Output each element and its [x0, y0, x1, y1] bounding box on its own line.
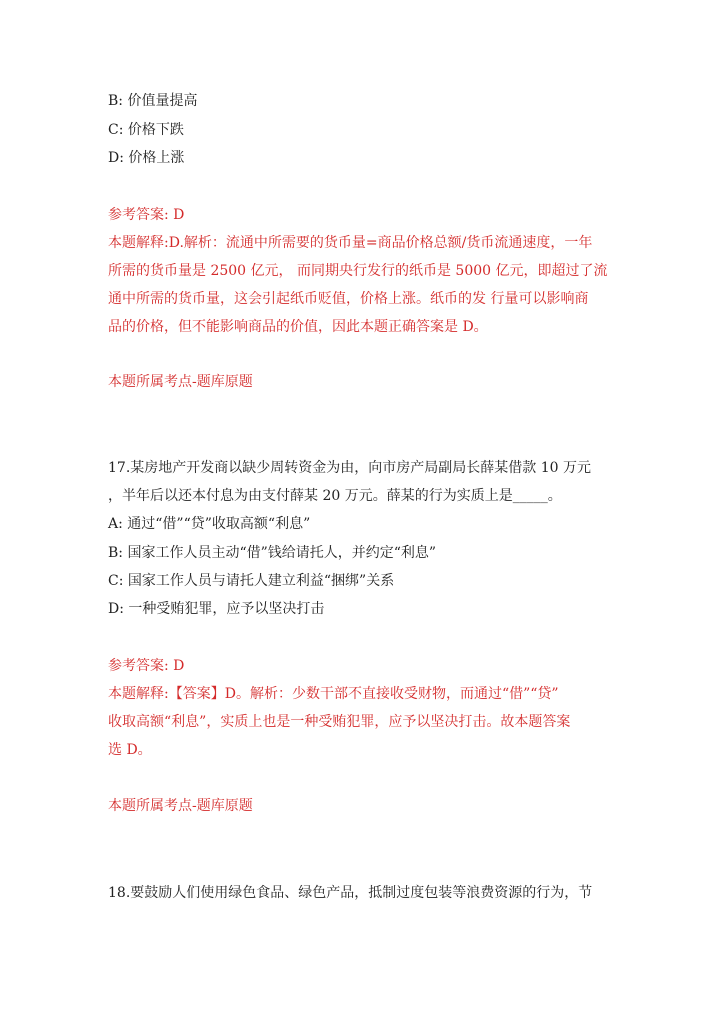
question-stem: 17.某房地产开发商以缺少周转资金为由，向市房产局副局长薛某借款 10 万元	[108, 460, 591, 476]
option-b: B: 国家工作人员主动“借”钱给请托人，并约定“利息”	[108, 545, 437, 561]
topic-line: 本题所属考点-题库原题	[108, 374, 253, 390]
option-c: C: 价格下跌	[108, 122, 184, 138]
explanation-line: 收取高额“利息”，实质上也是一种受贿犯罪，应予以坚决打击。故本题答案	[108, 714, 571, 730]
explanation-line: 本题解释:D.解析：流通中所需要的货币量=商品价格总额/货币流通速度，一年	[108, 235, 593, 251]
topic-line: 本题所属考点-题库原题	[108, 798, 253, 814]
answer-line: 参考答案: D	[108, 207, 185, 223]
option-a: A: 通过“借”“贷”收取高额“利息”	[108, 516, 311, 532]
explanation-line: 所需的货币量是 2500 亿元， 而同期央行发行的纸币是 5000 亿元，即超过了流	[108, 263, 608, 279]
explanation-line: 通中所需的货币量，这会引起纸币贬值，价格上涨。纸币的发 行量可以影响商	[108, 291, 589, 307]
explanation-line: 本题解释:【答案】D。解析：少数干部不直接收受财物，而通过“借”“贷”	[108, 686, 559, 702]
question-stem: ，半年后以还本付息为由支付薛某 20 万元。薛某的行为实质上是_____。	[108, 488, 562, 504]
option-d: D: 一种受贿犯罪，应予以坚决打击	[108, 601, 325, 617]
option-d: D: 价格上涨	[108, 150, 185, 166]
option-b: B: 价值量提高	[108, 93, 198, 109]
answer-line: 参考答案: D	[108, 658, 185, 674]
explanation-line: 选 D。	[108, 742, 152, 758]
option-c: C: 国家工作人员与请托人建立利益“捆绑”关系	[108, 573, 395, 589]
question-stem: 18.要鼓励人们使用绿色食品、绿色产品，抵制过度包装等浪费资源的行为，节	[108, 885, 593, 901]
explanation-line: 品的价格，但不能影响商品的价值，因此本题正确答案是 D。	[108, 319, 488, 335]
